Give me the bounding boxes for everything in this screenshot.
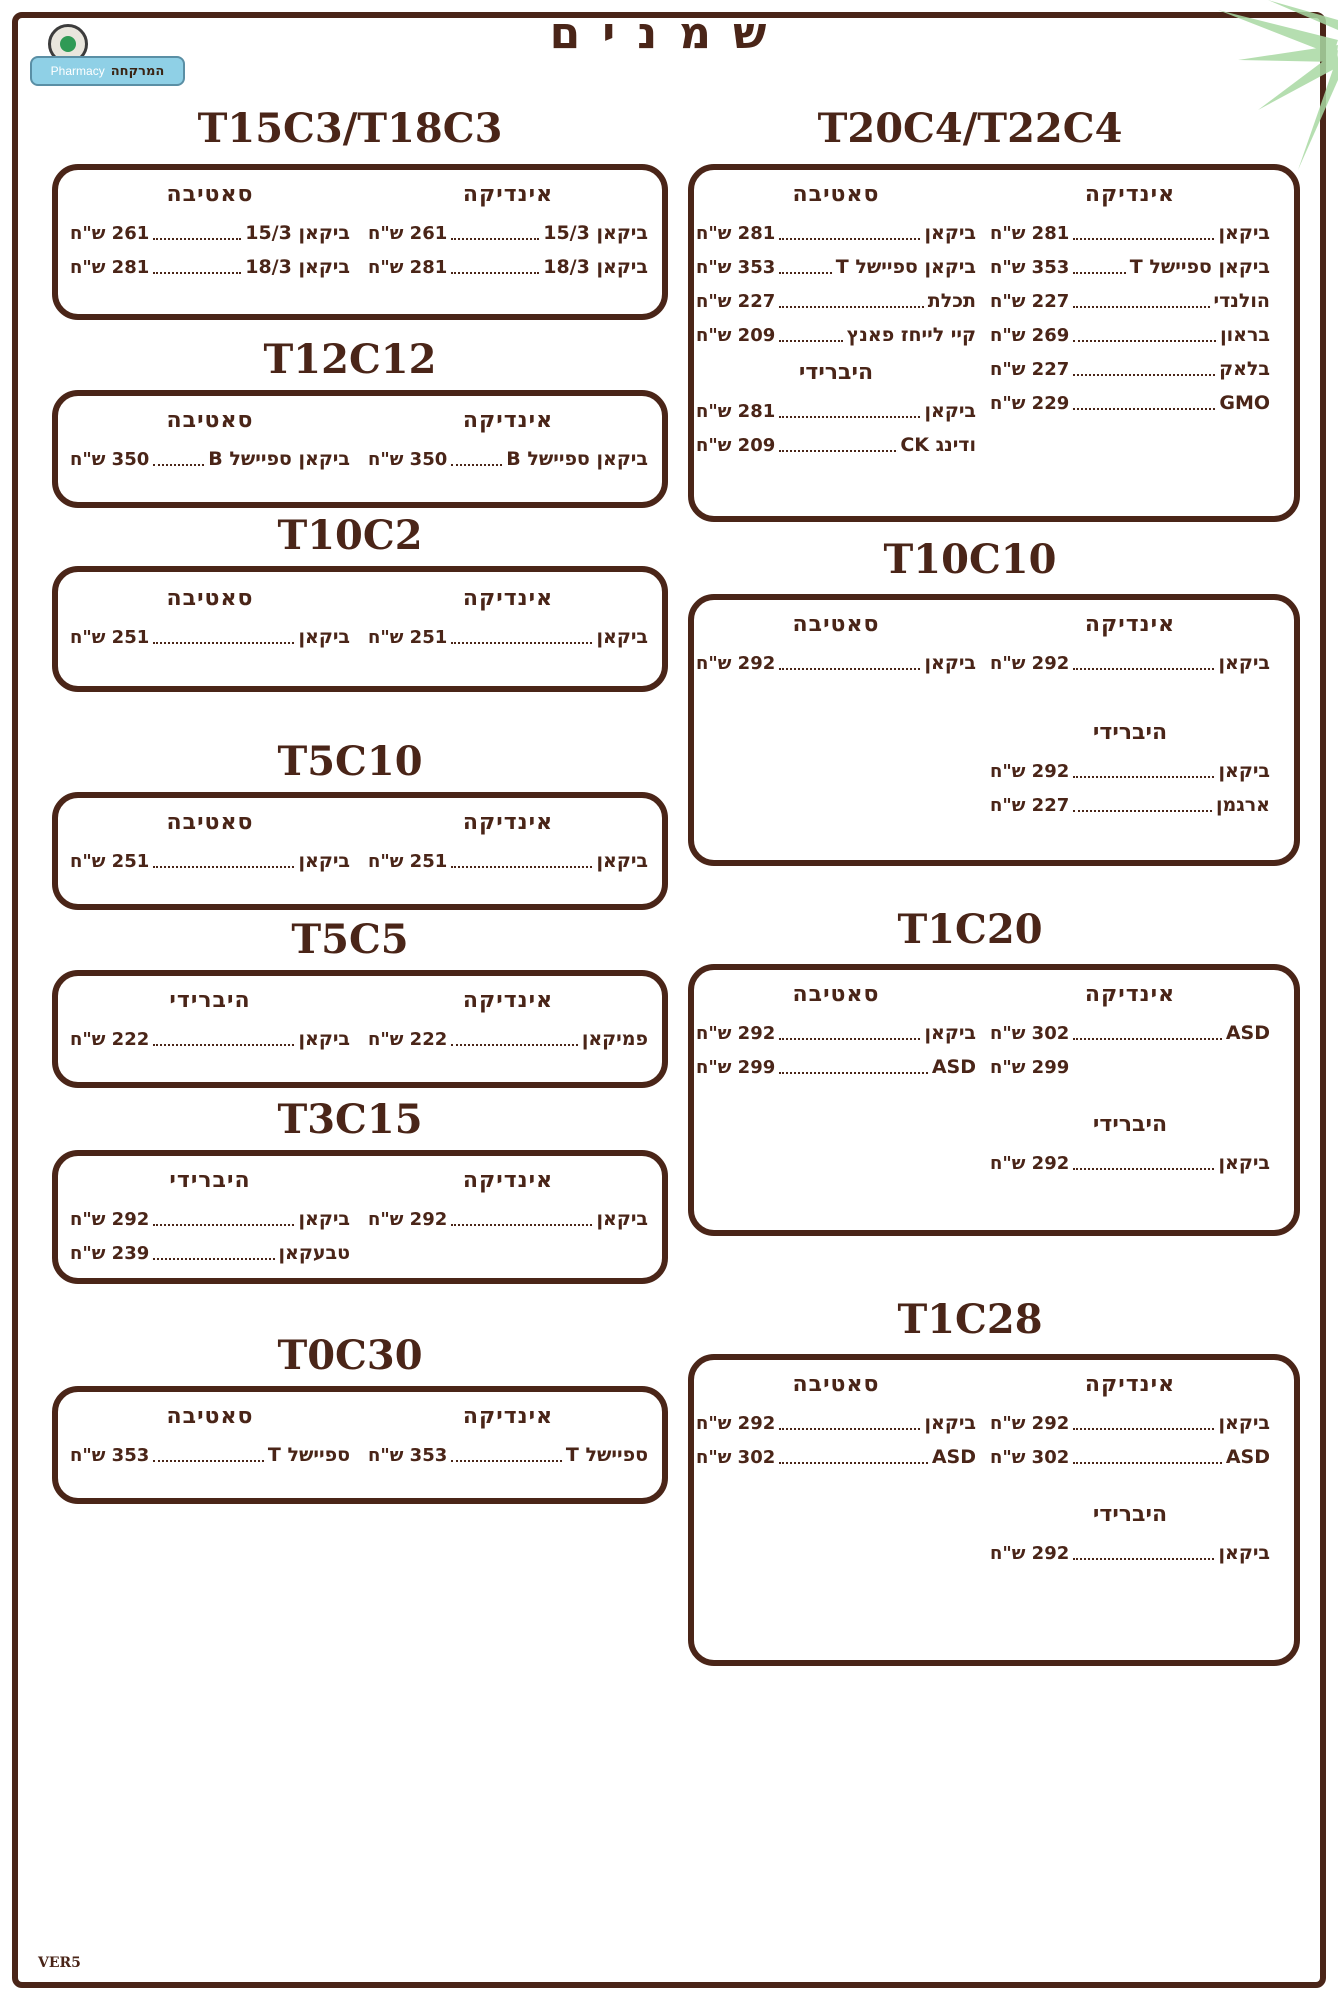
list-item xyxy=(70,250,350,284)
product-name: בראון xyxy=(1220,324,1270,346)
section-title-t20c4: T20C4/T22C4 xyxy=(817,105,1123,152)
product-name: ביקאן xyxy=(596,626,648,648)
list-item xyxy=(990,788,1270,822)
list-item xyxy=(990,1146,1270,1180)
product-name: ביקאן xyxy=(924,222,976,244)
indica-heading: אינדיקה xyxy=(462,810,554,835)
indica-heading: אינדיקה xyxy=(462,988,554,1013)
product-price: 353 ש"ח xyxy=(368,1444,448,1466)
list-item xyxy=(696,1406,976,1440)
product-price: 261 ש"ח xyxy=(368,222,448,244)
sativa-heading: סאטיבה xyxy=(792,182,880,207)
list-item xyxy=(368,216,648,250)
indica-column xyxy=(990,612,1270,822)
list-item xyxy=(990,1406,1270,1440)
list-item xyxy=(990,646,1270,680)
card-t0c30 xyxy=(52,1386,668,1504)
list-item xyxy=(696,250,976,284)
logo-english-text: Pharmacy xyxy=(50,64,105,78)
product-name: בלאק xyxy=(1219,358,1270,380)
section-title-t0c30: T0C30 xyxy=(277,1332,423,1379)
product-price: 302 ש"ח xyxy=(990,1446,1070,1468)
product-price: 222 ש"ח xyxy=(368,1028,448,1050)
hybrid-heading: היברידי xyxy=(798,360,874,385)
product-price: 281 ש"ח xyxy=(368,256,448,278)
list-item xyxy=(990,386,1270,420)
sativa-heading: סאטיבה xyxy=(166,408,254,433)
indica-column xyxy=(990,182,1270,420)
product-name: ASD xyxy=(1225,1022,1270,1044)
list-item xyxy=(696,1440,976,1474)
section-title-t15c3: T15C3/T18C3 xyxy=(197,105,503,152)
list-item xyxy=(368,1202,648,1236)
list-item xyxy=(990,754,1270,788)
list-item xyxy=(696,394,976,428)
product-price: 292 ש"ח xyxy=(696,1412,776,1434)
product-name: ביקאן xyxy=(298,626,350,648)
indica-column xyxy=(368,810,648,878)
product-price: 302 ש"ח xyxy=(990,1022,1070,1044)
product-name: GMO xyxy=(1219,392,1270,414)
product-name: ביקאן xyxy=(924,1412,976,1434)
indica-column xyxy=(368,1404,648,1472)
product-price: 350 ש"ח xyxy=(70,448,150,470)
product-price: 292 ש"ח xyxy=(990,652,1070,674)
indica-column xyxy=(368,1168,648,1236)
hybrid-heading: היברידי xyxy=(169,1168,251,1193)
product-name: הולנדי xyxy=(1213,290,1270,312)
card-t12c12 xyxy=(52,390,668,508)
product-name: פמיקאן xyxy=(581,1028,648,1050)
product-price: 239 ש"ח xyxy=(70,1242,150,1264)
product-name: ביקאן xyxy=(1218,652,1270,674)
version-label: VER5 xyxy=(38,1955,81,1971)
product-name: ביקאן 15/3 xyxy=(543,222,648,244)
product-name: ASD xyxy=(1225,1446,1270,1468)
list-item xyxy=(368,620,648,654)
list-item xyxy=(990,318,1270,352)
product-price: 292 ש"ח xyxy=(696,1022,776,1044)
product-price: 281 ש"ח xyxy=(990,222,1070,244)
product-price: 292 ש"ח xyxy=(990,1152,1070,1174)
page-title: שמנים xyxy=(549,8,789,59)
indica-heading: אינדיקה xyxy=(1084,182,1176,207)
product-name: ודינג CK xyxy=(900,434,976,456)
indica-column xyxy=(990,982,1270,1180)
hybrid-heading: היברידי xyxy=(169,988,251,1013)
product-price: 350 ש"ח xyxy=(368,448,448,470)
product-name: ארגמן xyxy=(1215,794,1270,816)
product-price: 299 ש"ח xyxy=(990,1056,1070,1078)
list-item xyxy=(696,646,976,680)
list-item xyxy=(990,250,1270,284)
product-price: 281 ש"ח xyxy=(696,400,776,422)
product-price: 261 ש"ח xyxy=(70,222,150,244)
indica-heading: אינדיקה xyxy=(462,182,554,207)
sativa-heading: סאטיבה xyxy=(166,810,254,835)
card-t1c28 xyxy=(688,1354,1300,1666)
product-name: טבעקאן xyxy=(278,1242,350,1264)
logo-hebrew-text: המרקחה xyxy=(110,63,165,79)
indica-heading: אינדיקה xyxy=(462,586,554,611)
list-item xyxy=(990,216,1270,250)
product-price: 353 ש"ח xyxy=(70,1444,150,1466)
card-t10c10 xyxy=(688,594,1300,866)
product-price: 302 ש"ח xyxy=(696,1446,776,1468)
product-name: ביקאן xyxy=(924,652,976,674)
list-item xyxy=(368,1438,648,1472)
card-t5c10 xyxy=(52,792,668,910)
indica-heading: אינדיקה xyxy=(1084,1372,1176,1397)
product-price: 353 ש"ח xyxy=(990,256,1070,278)
hybrid-heading: היברידי xyxy=(1092,720,1168,745)
sativa-heading: סאטיבה xyxy=(792,982,880,1007)
indica-heading: אינדיקה xyxy=(462,408,554,433)
product-name: תכלת xyxy=(927,290,976,312)
product-price: 227 ש"ח xyxy=(696,290,776,312)
section-title-t5c10: T5C10 xyxy=(277,738,423,785)
list-item xyxy=(70,1236,350,1270)
product-name: ביקאן xyxy=(1218,1412,1270,1434)
product-price: 251 ש"ח xyxy=(70,850,150,872)
hybrid-column xyxy=(70,988,350,1056)
sativa-column xyxy=(696,1372,976,1474)
indica-heading: אינדיקה xyxy=(462,1168,554,1193)
product-name: ביקאן xyxy=(1218,1542,1270,1564)
sativa-column xyxy=(696,982,976,1084)
sativa-column xyxy=(696,612,976,680)
indica-column xyxy=(990,1372,1270,1570)
product-price: 292 ש"ח xyxy=(990,1542,1070,1564)
product-price: 251 ש"ח xyxy=(70,626,150,648)
product-name: ביקאן xyxy=(596,850,648,872)
indica-heading: אינדיקה xyxy=(1084,982,1176,1007)
sativa-heading: סאטיבה xyxy=(166,182,254,207)
list-item xyxy=(70,1438,350,1472)
product-name: ביקאן xyxy=(298,1208,350,1230)
sativa-heading: סאטיבה xyxy=(166,586,254,611)
product-name: ASD xyxy=(931,1446,976,1468)
product-price: 227 ש"ח xyxy=(990,290,1070,312)
hybrid-column xyxy=(70,1168,350,1270)
section-title-t1c28: T1C28 xyxy=(897,1296,1043,1343)
product-price: 222 ש"ח xyxy=(70,1028,150,1050)
product-price: 292 ש"ח xyxy=(696,652,776,674)
list-item xyxy=(70,1022,350,1056)
product-name: ביקאן 15/3 xyxy=(245,222,350,244)
section-title-t10c10: T10C10 xyxy=(883,536,1057,583)
section-title-t12c12: T12C12 xyxy=(263,336,437,383)
list-item xyxy=(990,284,1270,318)
list-item xyxy=(696,216,976,250)
section-title-t1c20: T1C20 xyxy=(897,906,1043,953)
sativa-column xyxy=(696,182,976,462)
list-item xyxy=(696,428,976,462)
product-price: 353 ש"ח xyxy=(696,256,776,278)
product-name: ספיישל T xyxy=(565,1444,648,1466)
list-item xyxy=(696,1016,976,1050)
logo-badge xyxy=(30,56,185,86)
product-name: ביקאן ספיישל T xyxy=(835,256,976,278)
product-price: 269 ש"ח xyxy=(990,324,1070,346)
product-name: ביקאן 18/3 xyxy=(543,256,648,278)
list-item xyxy=(368,442,648,476)
indica-heading: אינדיקה xyxy=(462,1404,554,1429)
product-name: ביקאן xyxy=(298,850,350,872)
list-item xyxy=(990,1440,1270,1474)
product-name: ביקאן xyxy=(924,400,976,422)
card-t20c4 xyxy=(688,164,1300,522)
product-price: 292 ש"ח xyxy=(990,760,1070,782)
list-item xyxy=(696,284,976,318)
product-name: ביקאן ספיישל B xyxy=(208,448,350,470)
product-name: ביקאן xyxy=(1218,760,1270,782)
card-t1c20 xyxy=(688,964,1300,1236)
hybrid-heading: היברידי xyxy=(1092,1502,1168,1527)
list-item xyxy=(70,844,350,878)
sativa-heading: סאטיבה xyxy=(792,1372,880,1397)
product-price: 229 ש"ח xyxy=(990,392,1070,414)
indica-heading: אינדיקה xyxy=(1084,612,1176,637)
sativa-column xyxy=(70,182,350,284)
list-item xyxy=(696,1050,976,1084)
product-price: 209 ש"ח xyxy=(696,324,776,346)
indica-column xyxy=(368,408,648,476)
section-title-t5c5: T5C5 xyxy=(291,916,409,963)
product-price: 292 ש"ח xyxy=(70,1208,150,1230)
list-item xyxy=(368,1022,648,1056)
list-item xyxy=(70,620,350,654)
product-name: ביקאן xyxy=(1218,1152,1270,1174)
product-price: 227 ש"ח xyxy=(990,794,1070,816)
indica-column xyxy=(368,586,648,654)
sativa-column xyxy=(70,408,350,476)
list-item xyxy=(70,1202,350,1236)
product-name: ביקאן 18/3 xyxy=(245,256,350,278)
list-item xyxy=(696,318,976,352)
product-name: ביקאן xyxy=(1218,222,1270,244)
card-t3c15 xyxy=(52,1150,668,1284)
sativa-heading: סאטיבה xyxy=(166,1404,254,1429)
product-name: ביקאן ספיישל B xyxy=(506,448,648,470)
sativa-column xyxy=(70,1404,350,1472)
product-price: 227 ש"ח xyxy=(990,358,1070,380)
list-item xyxy=(368,844,648,878)
product-price: 292 ש"ח xyxy=(368,1208,448,1230)
card-t15c3 xyxy=(52,164,668,320)
sativa-heading: סאטיבה xyxy=(792,612,880,637)
section-title-t3c15: T3C15 xyxy=(277,1096,423,1143)
list-item xyxy=(990,1050,1270,1084)
product-price: 299 ש"ח xyxy=(696,1056,776,1078)
product-price: 281 ש"ח xyxy=(696,222,776,244)
list-item xyxy=(70,442,350,476)
product-name: ביקאן ספיישל T xyxy=(1129,256,1270,278)
list-item xyxy=(990,352,1270,386)
product-price: 251 ש"ח xyxy=(368,850,448,872)
sativa-column xyxy=(70,810,350,878)
product-name: ביקאן xyxy=(596,1208,648,1230)
indica-column xyxy=(368,988,648,1056)
section-title-t10c2: T10C2 xyxy=(277,512,423,559)
list-item xyxy=(990,1016,1270,1050)
sativa-column xyxy=(70,586,350,654)
product-name: ספיישל T xyxy=(267,1444,350,1466)
product-price: 292 ש"ח xyxy=(990,1412,1070,1434)
product-name: קיי לייחז פאנץ xyxy=(846,324,976,346)
product-price: 281 ש"ח xyxy=(70,256,150,278)
product-name: ביקאן xyxy=(298,1028,350,1050)
product-price: 251 ש"ח xyxy=(368,626,448,648)
indica-column xyxy=(368,182,648,284)
list-item xyxy=(990,1536,1270,1570)
product-name: ASD xyxy=(931,1056,976,1078)
list-item xyxy=(70,216,350,250)
card-t5c5 xyxy=(52,970,668,1088)
hybrid-heading: היברידי xyxy=(1092,1112,1168,1137)
card-t10c2 xyxy=(52,566,668,692)
list-item xyxy=(368,250,648,284)
product-price: 209 ש"ח xyxy=(696,434,776,456)
product-name: ביקאן xyxy=(924,1022,976,1044)
